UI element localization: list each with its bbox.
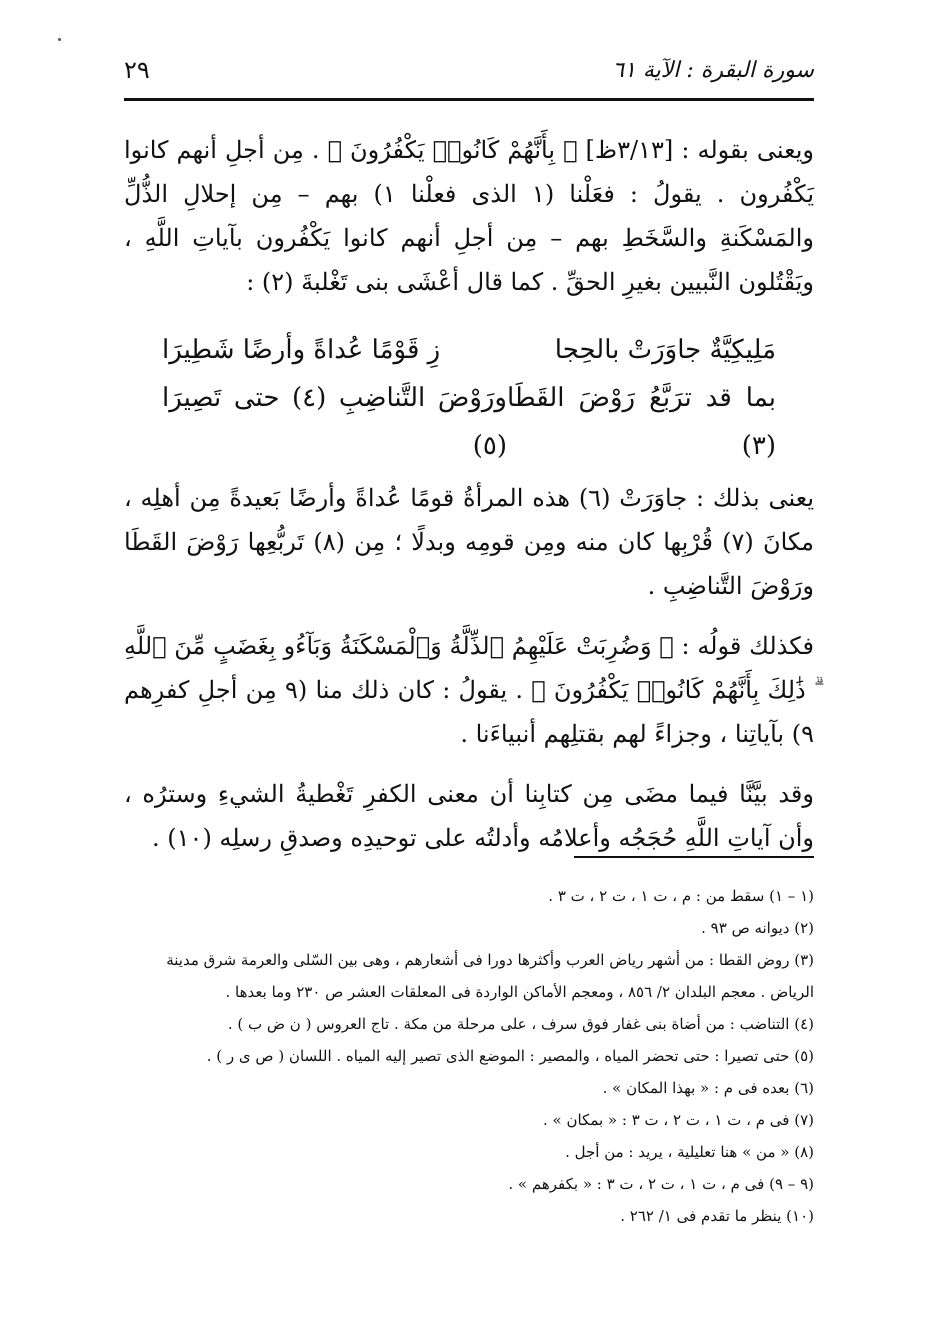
page-header [124,54,814,94]
footnote: (٢) ديوانه ص ٩٣ . [701,919,814,937]
verse-2-first-hemistich: بما قد ترَبَّعُ رَوْضَ القَطَا (٣) [506,383,776,461]
verse-2-second-hemistich: ورَوْضَ التَّناضِبِ (٤) حتى تَصِيرَا (٥) [162,383,507,461]
paragraph-1: ويعنى بقوله : [٣/١٣ظ] ﴿ بِأَنَّهُمْ كَانُوا۟ يَكْفُرُونَ ﴾ . مِن أجلِ أنهم كانوا يَكْفُرون . يقولُ : فعَلْنا (١ الذى فعلْنا ١) بهم – مِن إحلالِ الذُّلِّ والمَسْكَنةِ والسَّخَطِ بهم – مِن أجلِ أنهم كانوا يَكْفُرون بآياتِ اللَّهِ ، ويَقْتُلون النَّبيين بغيرِ الحقِّ . كما قال أعْشَى بنى تَغْلبةَ (٢) : [124,136,815,296]
footnote: (٧) فى م ، ت ١ ، ت ٢ ، ت ٣ : « بمكان » . [542,1111,814,1129]
verse-1-first-hemistich: مَلِيكِيَّةٌ جاوَرَتْ بالحِجا [554,335,776,365]
scan-dot [58,38,61,41]
footnote: (٣) روض القطا : من أشهر رياض العرب وأكثرها دورا فى أشعارهم ، وهى بين السّلى والعرمة شرق مدينة الرياض . معجم البلدان ٢/ ٨٥٦ ، ومعجم الأماكن الواردة فى المعلقات العشر ص ٢٣٠ وما بعدها . [166,951,814,1001]
verse-line-1 [162,326,776,374]
poem-verse [124,326,814,470]
header-rule [124,98,814,101]
verse-1-second-hemistich: زِ قَوْمًا عُداةً وأرضًا شَطِيرَا [162,335,441,365]
footnote-rule [574,856,814,858]
paragraph-2: يعنى بذلك : جاوَرَتْ (٦) هذه المرأةُ قومًا عُداةً وأرضًا بَعيدةً مِن أهلِه ، مكانَ (٧) قُرْبِها كان منه ومِن قومِه وبدلًا ؛ مِن (٨) تَربُّعِها رَوْضَ القَطَا ورَوْضَ التَّناضِبِ . [124,484,815,600]
footnotes [124,880,814,1232]
footnote: (٥) حتى تصيرا : حتى تحضر المياه ، والمصير : الموضع الذى تصير إليه المياه . اللسان ( ص ى ر ) . [206,1047,814,1065]
footnote: (٦) بعده فى م : « بهذا المكان » . [602,1079,814,1097]
footnote: (١ – ١) سقط من : م ، ت ١ ، ت ٢ ، ت ٣ . [548,887,814,905]
paragraph-3: فكذلك قولُه : ﴿ وَضُرِبَتْ عَلَيْهِمُ ٱلذِّلَّةُ وَٱلْمَسْكَنَةُ وَبَآءُو بِغَضَبٍ مِّنَ ٱللَّهِ ۗ ذَٰلِكَ بِأَنَّهُمْ كَانُوا۟ يَكْفُرُونَ ﴾ . يقولُ : كان ذلك منا (٩ مِن أجلِ كفرِهم ٩) بآياتِنا ، وجزاءً لهم بقتلِهم أنبياءَنا . [124,632,814,748]
paragraph-4: وقد بيَّنَّا فيما مضَى مِن كتابِنا أن معنى الكفرِ تَغْطيةُ الشيءِ وسترُه ، وأن آياتِ اللَّهِ حُجَجُه وأعلامُه وأدلتُه على توحيدِه وصدقِ رسلِه (١٠) . [124,780,814,852]
main-text [124,128,814,860]
verse-line-2 [162,374,776,470]
footnote: (٩ – ٩) فى م ، ت ١ ، ت ٢ ، ت ٣ : « بكفرهم » . [508,1175,814,1193]
page-number: ٢٩ [124,56,150,84]
footnote: (١٠) ينظر ما تقدم فى ١/ ٢٦٢ . [620,1207,814,1225]
footnote: (٨) « من » هنا تعليلية ، يريد : من أجل . [565,1143,814,1161]
footnote: (٤) التناضب : من أضاة بنى غفار فوق سرف ، على مرحلة من مكة . تاج العروس ( ن ض ب ) . [227,1015,814,1033]
running-title: سورة البقرة : الآية ٦١ [612,58,814,83]
